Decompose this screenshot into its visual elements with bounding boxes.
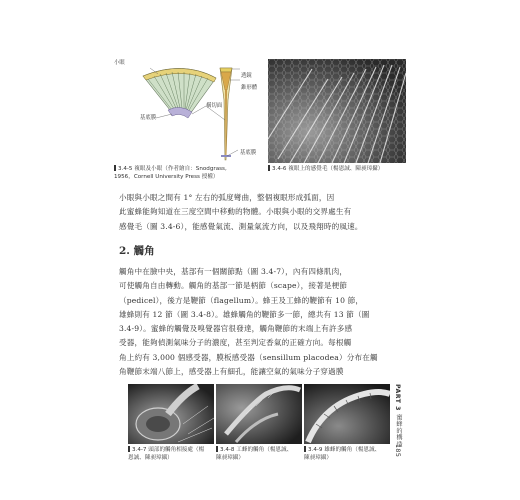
section-heading-antenna: 2. 觸角 <box>119 245 155 257</box>
caption-figure-3-4-6: 3.4-6 複眼上的感覺毛（楊恩誠、陳昶璋攝） <box>268 165 418 174</box>
paragraph-compound-eye: 小眼與小眼之間有 1° 左右的弧度彎曲，整個複眼形成弧面，因 此蜜蜂能夠知道在三度空間中移動的物體。小眼與小眼的交界處生有 感覺毛（圖 3.4-6），能感覺氣流、測量氣流方向，以及飛翔時的風速。 <box>119 193 363 231</box>
caption-figure-3-4-8: 3.4-8 工蜂的觸角（楊恩誠、 陳昶璋攝） <box>216 447 293 461</box>
caption-marker <box>128 446 130 452</box>
photo-worker-antenna <box>216 384 302 444</box>
side-chapter-title: 蜜蜂的構造 <box>395 414 402 448</box>
paragraph-antenna: 觸角中在臉中央，基部有一個關節點（圖 3.4-7），內有四條肌肉， 可使觸角自由轉動。觸角的基部一節是柄節（scape），接著是梗節 （pedicel），後方是鞭節（flagellum）。蜂王及工蜂的鞭節有 10 節， 雄蜂則有 12 節（圖 3.4-8）。雄蜂觸角的鞭節多一節，總共有 13 節（圖 3.4-9）。蜜蜂的觸覺及嗅覺器官很發達，觸角鞭節的末端上有許多感 受器，能夠偵測氣味分子的濃度，甚至判定香氣的正確方向。每根觸 角上約有 3,000 個感受器，膜板感受器（sensillum placodea）分布在觸 角鞭節末端八節上，感受器上有細孔，能讓空氣的氣味分子穿過膜 <box>119 267 378 377</box>
caption-figure-3-4-5: 3.4-5 複眼及小眼（作者繪自：Snodgrass, 1956，Cornell University Press 授權） <box>114 166 227 180</box>
label-basement-membrane-right: 基底膜 <box>240 150 257 156</box>
photo-drone-antenna <box>304 384 390 444</box>
caption-marker <box>304 446 306 452</box>
caption-marker <box>114 165 116 171</box>
caption-marker <box>268 165 270 171</box>
label-lens: 透鏡 <box>241 73 252 79</box>
side-part-label: PART 3 <box>394 384 401 411</box>
label-basement-membrane-left: 基底膜 <box>140 115 157 121</box>
label-crystalline-cone: 錐形體 <box>241 85 258 91</box>
label-cross-section: 橫切面 <box>206 103 223 109</box>
caption-marker <box>216 446 218 452</box>
caption-figure-3-4-7: 3.4-7 頭部的觸角相接處（楊 恩誠、陳昶璋攝） <box>128 447 205 461</box>
photo-sensory-hairs <box>268 59 406 163</box>
caption-figure-3-4-9: 3.4-9 雄蜂的觸角（楊恩誠、 陳昶璋攝） <box>304 447 381 461</box>
page-number: 185 <box>394 444 401 458</box>
photo-antenna-joint <box>128 384 214 444</box>
label-ommatidium: 小眼 <box>114 60 125 66</box>
